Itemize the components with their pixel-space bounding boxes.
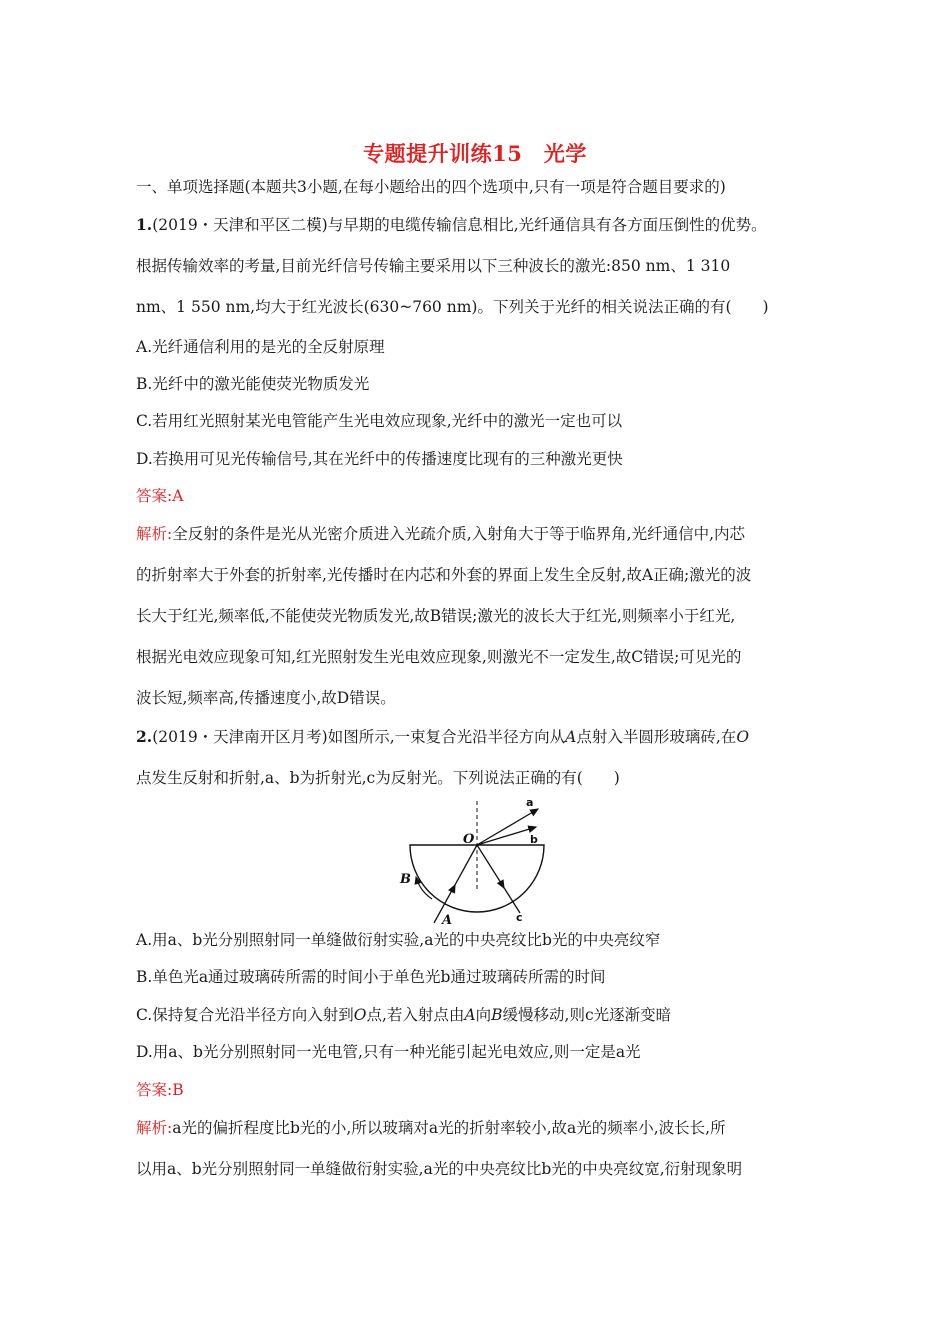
refracted-ray-a xyxy=(477,809,538,845)
q2-analysis-line-2: 以用a、b光分别照射同一单缝做衍射实验,a光的中央亮纹比b光的中央亮纹宽,衍射现象明 xyxy=(136,1160,743,1178)
section-heading: 一、单项选择题(本题共3小题,在每小题给出的四个选项中,只有一项是符合题目要求的) xyxy=(136,178,726,196)
q2-option-b: B.单色光a通过玻璃砖所需的时间小于单色光b通过玻璃砖所需的时间 xyxy=(136,968,606,986)
incident-arrow xyxy=(452,885,455,891)
label-B: B xyxy=(400,872,411,887)
refracted-ray-b xyxy=(477,827,536,845)
reflected-arrow xyxy=(500,881,504,888)
q1-answer: 答案:A xyxy=(136,487,184,505)
q2-stem-line-2: 点发生反射和折射,a、b为折射光,c为反射光。下列说法正确的有( ) xyxy=(136,769,620,787)
reflected-ray-c xyxy=(477,845,520,913)
q2-answer: 答案:B xyxy=(136,1081,184,1099)
semicircle-glass-figure xyxy=(392,795,562,927)
q1-analysis-line-1: 解析:全反射的条件是光从光密介质进入光疏介质,入射角大于等于临界角,光纤通信中,内芯 xyxy=(136,525,746,543)
q1-analysis-line-4: 根据光电效应现象可知,红光照射发生光电效应现象,则激光不一定发生,故C错误;可见光的 xyxy=(136,648,742,666)
q1-stem-line-3: nm、1 550 nm,均大于红光波长(630~760 nm)。下列关于光纤的相关说法正确的有( ) xyxy=(136,298,769,316)
label-c: c xyxy=(516,911,523,924)
label-a: a xyxy=(526,796,534,809)
q1-analysis-line-2: 的折射率大于外套的折射率,光传播时在内芯和外套的界面上发生全反射,故A正确;激光的波 xyxy=(136,566,752,584)
q1-number: 1. xyxy=(136,215,153,234)
q1-stem-line-2: 根据传输效率的考量,目前光纤信号传输主要采用以下三种波长的激光:850 nm、1 310 xyxy=(136,257,731,275)
q2-analysis-label: 解析: xyxy=(136,1119,173,1137)
q1-option-a: A.光纤通信利用的是光的全反射原理 xyxy=(136,338,385,356)
q2-option-c: C.保持复合光沿半径方向入射到O点,若入射点由A向B缓慢移动,则c光逐渐变暗 xyxy=(136,1006,672,1024)
refraction-diagram xyxy=(392,795,562,927)
page-title: 专题提升训练15 光学 xyxy=(363,141,587,166)
rotation-arrow xyxy=(416,877,432,899)
label-b: b xyxy=(530,833,538,846)
q2-analysis-line-1: 解析:a光的偏折程度比b光的小,所以玻璃对a光的折射率较小,故a光的频率小,波长长,所 xyxy=(136,1119,726,1137)
q2-option-a: A.用a、b光分别照射同一单缝做衍射实验,a光的中央亮纹比b光的中央亮纹窄 xyxy=(136,931,661,949)
q1-analysis-line-5: 波长短,频率高,传播速度小,故D错误。 xyxy=(136,689,396,707)
q1-analysis-line-3: 长大于红光,频率低,不能使荧光物质发光,故B错误;激光的波长大于红光,则频率小于红光, xyxy=(136,607,736,625)
label-A: A xyxy=(442,913,453,927)
q1-stem-line-1: 1.(2019・天津和平区二模)与早期的电缆传输信息相比,光纤通信具有各方面压倒性的优势。 xyxy=(136,215,767,234)
q2-stem-line-1: 2.(2019・天津南开区月考)如图所示,一束复合光沿半径方向从A点射入半圆形玻璃砖,在O xyxy=(136,727,750,746)
q1-option-d: D.若换用可见光传输信号,其在光纤中的传播速度比现有的三种激光更快 xyxy=(136,450,623,468)
label-O: O xyxy=(463,832,475,847)
q1-option-c: C.若用红光照射某光电管能产生光电效应现象,光纤中的激光一定也可以 xyxy=(136,412,623,430)
q2-option-d: D.用a、b光分别照射同一光电管,只有一种光能引起光电效应,则一定是a光 xyxy=(136,1043,641,1061)
q2-number: 2. xyxy=(136,727,153,746)
q1-option-b: B.光纤中的激光能使荧光物质发光 xyxy=(136,375,370,393)
q1-analysis-label: 解析: xyxy=(136,525,173,543)
